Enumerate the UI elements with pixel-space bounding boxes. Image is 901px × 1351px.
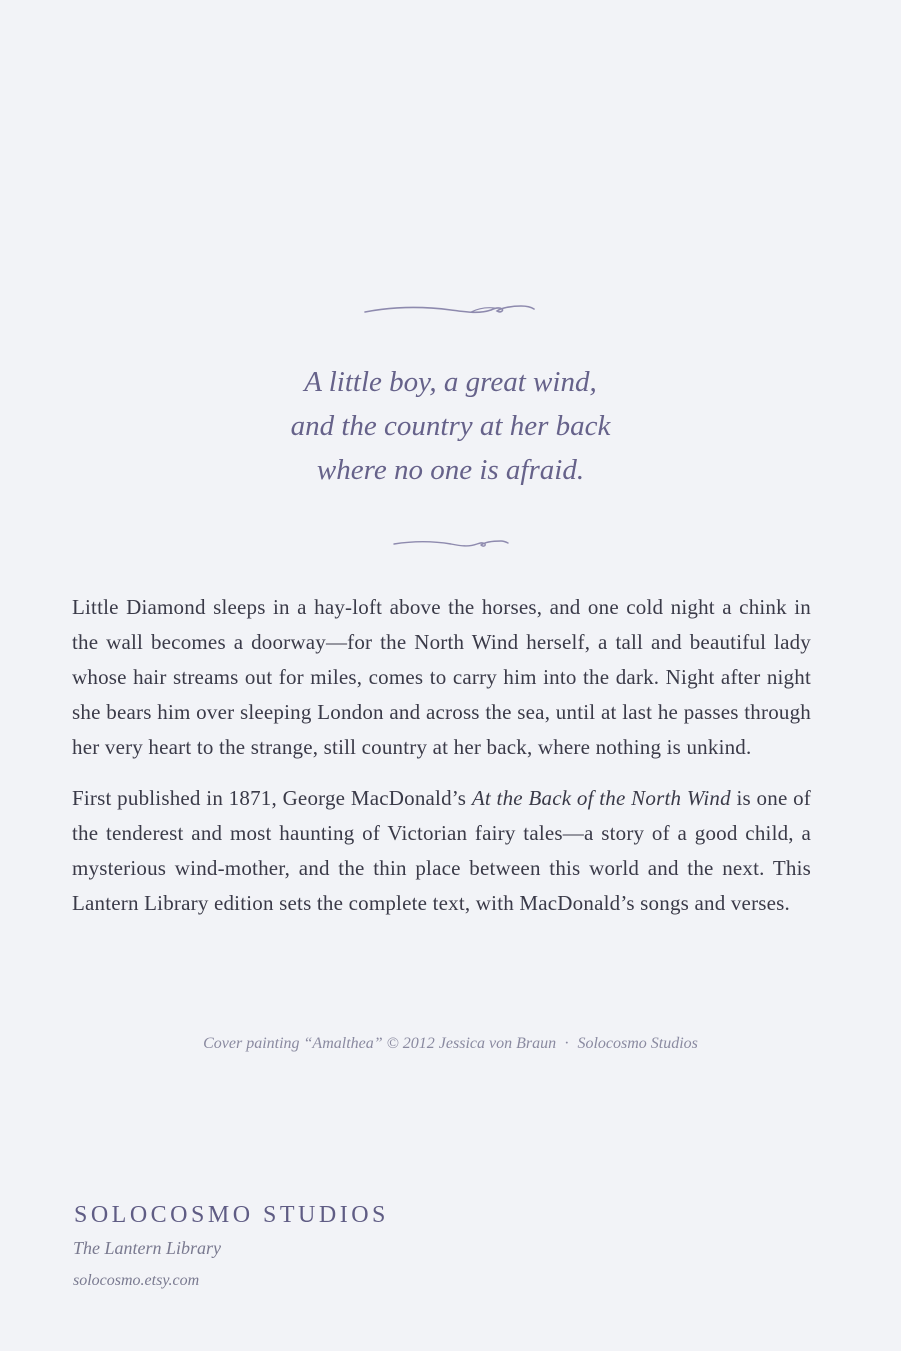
publisher-url: solocosmo.etsy.com: [73, 1272, 200, 1289]
blurb-paragraph-2: [72, 781, 811, 921]
blurb-paragraph-2-intro: First published in 1871, George MacDonald’s: [72, 786, 472, 810]
cover-painting-credit: Cover painting “Amalthea” © 2012 Jessica von Braun: [203, 1035, 557, 1052]
cover-credit: [0, 1035, 901, 1053]
blurb-paragraph-1: Little Diamond sleeps in a hay-loft above the horses, and one cold night a chink in the wall becomes a doorway—for the North Wind herself, a tall and beautiful lady whose hair streams out for miles, comes to carry him into the dark. Night after night she bears him over sleeping London and across the sea, until at last he passes through her very heart to the strange, still country at her back, where nothing is unkind.: [72, 595, 811, 759]
series-name: The Lantern Library: [73, 1238, 222, 1258]
blurb-paragraph-2-rest: is one of the tenderest and most haunting of Victorian fairy tales—a story of a good child, a mysterious wind-mother, and the thin place between this world and the next. This Lantern Library edition sets the complete text, with MacDonald’s songs and verses.: [72, 786, 812, 915]
tagline: [0, 360, 901, 492]
blurb-text: [72, 590, 811, 937]
bottom-flourish-ornament: [0, 535, 901, 553]
book-title: At the Back of the North Wind: [471, 786, 731, 810]
credit-separator: ·: [564, 1035, 570, 1052]
credit-studio: Solocosmo Studios: [577, 1035, 698, 1052]
tagline-line-2: and the country at her back: [290, 410, 611, 442]
tagline-line-1: A little boy, a great wind,: [304, 366, 597, 398]
publisher-name: SOLOCOSMO STUDIOS: [74, 1202, 389, 1228]
tagline-line-3: where no one is afraid.: [316, 454, 585, 486]
top-flourish-ornament: [0, 298, 901, 322]
